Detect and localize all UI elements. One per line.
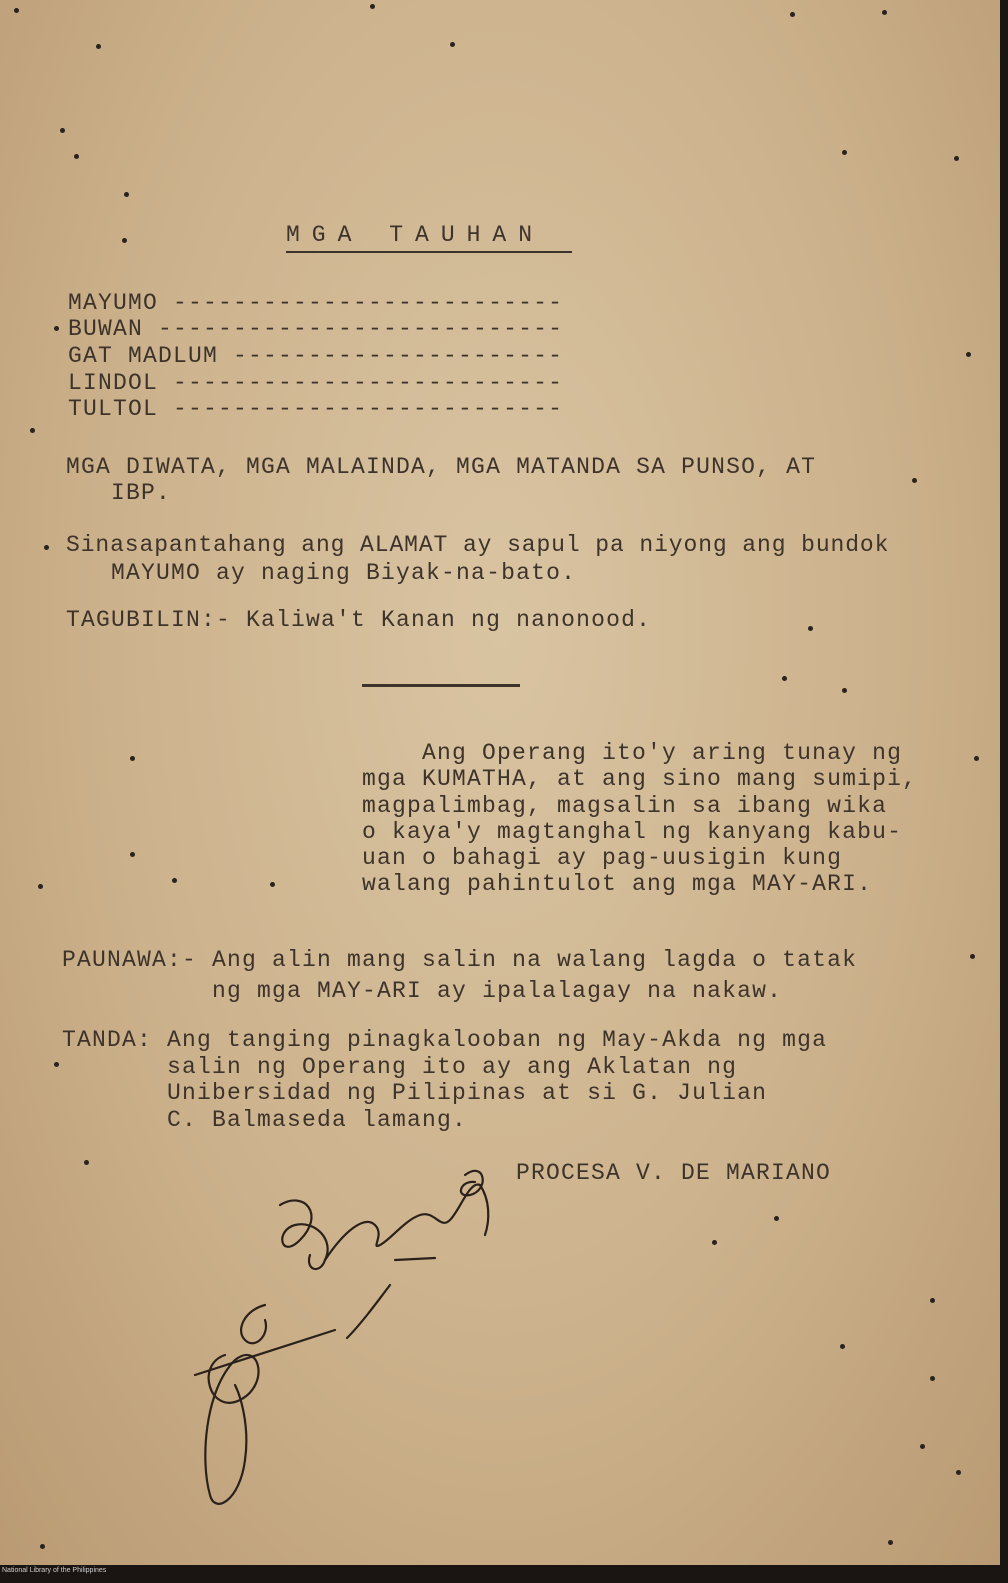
paper-speck xyxy=(930,1376,935,1381)
paper-speck xyxy=(782,676,787,681)
tanda-line: C. Balmaseda lamang. xyxy=(62,1107,468,1133)
paper-speck xyxy=(774,1216,779,1221)
extras-line: IBP. xyxy=(66,480,172,506)
paper-speck xyxy=(54,1062,59,1067)
paper-speck xyxy=(888,1540,893,1545)
paper-speck xyxy=(842,688,847,693)
paper-speck xyxy=(130,756,135,761)
copyright-line: uan o bahagi ay pag-uusigin kung xyxy=(362,845,843,871)
title-underline xyxy=(286,251,572,253)
paper-speck xyxy=(44,545,49,550)
paper-speck xyxy=(954,156,959,161)
section-divider xyxy=(362,684,520,687)
tagubilin-line: TAGUBILIN:- Kaliwa't Kanan ng nanonood. xyxy=(66,607,652,633)
paper-speck xyxy=(842,150,847,155)
paper-speck xyxy=(60,128,65,133)
paper-speck xyxy=(96,44,101,49)
paper-speck xyxy=(122,238,127,243)
intro-line: MAYUMO ay naging Biyak-na-bato. xyxy=(66,560,577,586)
paper-speck xyxy=(40,1544,45,1549)
page-title: MGA TAUHAN xyxy=(286,222,545,248)
tanda-line: TANDA: Ang tanging pinagkalooban ng May-Akda ng mga xyxy=(62,1027,828,1053)
paper-speck xyxy=(956,1470,961,1475)
paper-speck xyxy=(30,428,35,433)
paper-speck xyxy=(912,478,917,483)
footer-credit: National Library of the Philippines xyxy=(2,1567,107,1574)
copyright-line: o kaya'y magtanghal ng kanyang kabu- xyxy=(362,819,903,845)
paper-speck xyxy=(130,852,135,857)
paper-speck xyxy=(370,4,375,9)
paper-speck xyxy=(970,954,975,959)
character-line: TULTOL -------------------------- xyxy=(68,396,564,422)
paper-speck xyxy=(450,42,455,47)
paper-speck xyxy=(124,192,129,197)
paper-speck xyxy=(712,1240,717,1245)
copyright-line: mga KUMATHA, at ang sino mang sumipi, xyxy=(362,766,918,792)
paper-speck xyxy=(808,626,813,631)
tanda-line: salin ng Operang ito ay ang Aklatan ng xyxy=(62,1054,738,1080)
paper-speck xyxy=(882,10,887,15)
paper-speck xyxy=(840,1344,845,1349)
intro-line: Sinasapantahang ang ALAMAT ay sapul pa niyong ang bundok xyxy=(66,532,890,558)
paper-speck xyxy=(54,326,59,331)
extras-line: MGA DIWATA, MGA MALAINDA, MGA MATANDA SA PUNSO, AT xyxy=(66,454,817,480)
copyright-line: walang pahintulot ang mga MAY-ARI. xyxy=(362,871,873,897)
paper-speck xyxy=(172,878,177,883)
paper-speck xyxy=(930,1298,935,1303)
paper-speck xyxy=(270,882,275,887)
paper-speck xyxy=(966,352,971,357)
paper-speck xyxy=(14,8,19,13)
paper-speck xyxy=(74,154,79,159)
copyright-line: magpalimbag, magsalin sa ibang wika xyxy=(362,793,888,819)
paper-speck xyxy=(38,884,43,889)
paunawa-line: ng mga MAY-ARI ay ipalalagay na nakaw. xyxy=(62,978,783,1004)
paper-speck xyxy=(84,1160,89,1165)
character-line: MAYUMO -------------------------- xyxy=(68,290,564,316)
paper-speck xyxy=(974,756,979,761)
copyright-line: Ang Operang ito'y aring tunay ng xyxy=(362,740,903,766)
paunawa-line: PAUNAWA:- Ang alin mang salin na walang lagda o tatak xyxy=(62,947,858,973)
paper-speck xyxy=(920,1444,925,1449)
tanda-line: Unibersidad ng Pilipinas at si G. Julian xyxy=(62,1080,768,1106)
handwritten-signature xyxy=(185,1160,515,1525)
paper-speck xyxy=(790,12,795,17)
character-line: BUWAN --------------------------- xyxy=(68,316,564,342)
character-line: GAT MADLUM ---------------------- xyxy=(68,343,564,369)
character-line: LINDOL -------------------------- xyxy=(68,370,564,396)
author-name: PROCESA V. DE MARIANO xyxy=(516,1160,832,1186)
